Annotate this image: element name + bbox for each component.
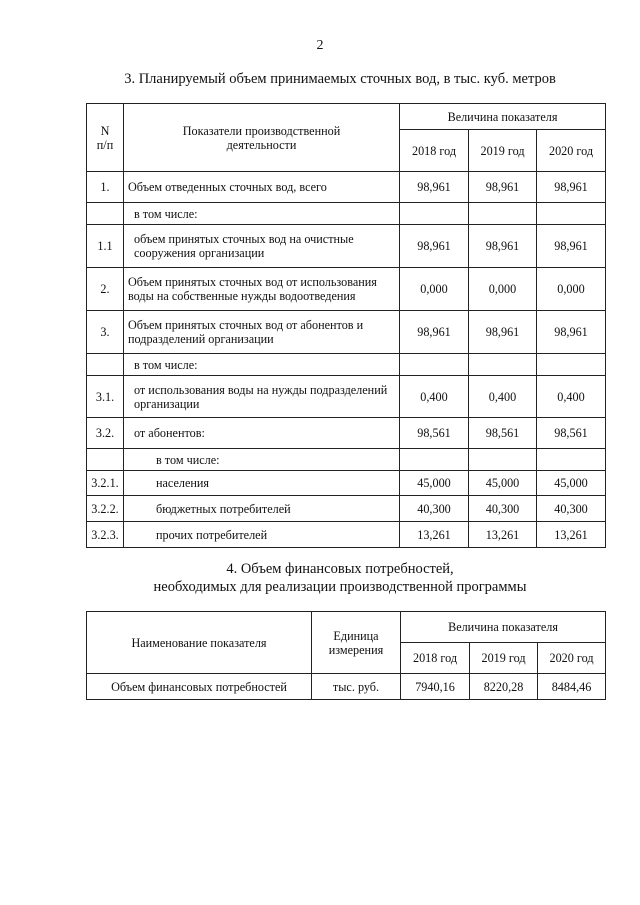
row-num: 3.2.2. [87,496,124,522]
row-num [87,449,124,471]
row-value: 13,261 [537,522,606,548]
row-value: 40,300 [537,496,606,522]
row-value: 0,400 [469,376,537,418]
table-row [87,418,606,449]
header-year: 2018 год [401,643,470,674]
row-value [400,203,469,225]
row-label: прочих потребителей [124,522,400,548]
header-year: 2020 год [538,643,606,674]
row-unit: тыс. руб. [312,674,401,700]
table-row [87,522,606,548]
row-num: 3. [87,311,124,354]
row-label: Объем отведенных сточных вод, всего [124,172,400,203]
row-value: 8220,28 [470,674,538,700]
row-label: Объем финансовых потребностей [87,674,312,700]
row-value: 0,400 [537,376,606,418]
table-row [87,172,606,203]
row-value: 45,000 [400,471,469,496]
row-value: 98,961 [400,172,469,203]
row-value [469,449,537,471]
row-value: 45,000 [537,471,606,496]
wastewater-table [86,103,606,548]
row-value: 0,000 [537,268,606,311]
row-num: 3.2. [87,418,124,449]
row-value [400,449,469,471]
row-value: 7940,16 [401,674,470,700]
header-value-group: Величина показателя [400,104,606,130]
row-num: 2. [87,268,124,311]
header-year: 2019 год [470,643,538,674]
row-value: 98,961 [469,225,537,268]
table-row [87,471,606,496]
row-label: в том числе: [124,203,400,225]
header-name: Наименование показателя [87,612,312,674]
header-year: 2020 год [537,130,606,172]
row-value: 98,961 [537,225,606,268]
row-value: 0,000 [400,268,469,311]
table-row [87,203,606,225]
row-num [87,203,124,225]
header-year: 2019 год [469,130,537,172]
table-row [87,268,606,311]
row-value: 8484,46 [538,674,606,700]
header-year: 2018 год [400,130,469,172]
table-row [87,496,606,522]
row-value: 0,400 [400,376,469,418]
row-value [469,354,537,376]
row-value: 98,961 [400,311,469,354]
header-indicator: Показатели производственной деятельности [124,104,400,172]
table-row [87,225,606,268]
table-row [87,311,606,354]
row-num: 3.2.3. [87,522,124,548]
table-row [87,354,606,376]
row-label: объем принятых сточных вод на очистные сооружения организации [124,225,400,268]
row-num: 1.1 [87,225,124,268]
section-4-title-line1: 4. Объем финансовых потребностей, [226,561,454,577]
row-num: 1. [87,172,124,203]
section-4-title [20,560,640,596]
row-num: 3.1. [87,376,124,418]
row-label: бюджетных потребителей [124,496,400,522]
row-label: населения [124,471,400,496]
page-number: 2 [316,38,324,53]
header-value-group: Величина показателя [401,612,606,643]
row-num: 3.2.1. [87,471,124,496]
row-value [400,354,469,376]
table-row [87,376,606,418]
row-value: 98,561 [469,418,537,449]
header-unit: Единица измерения [312,612,401,674]
row-value: 98,961 [469,172,537,203]
row-value: 0,000 [469,268,537,311]
row-value: 98,961 [537,172,606,203]
row-label: от использования воды на нужды подразделений организации [124,376,400,418]
row-label: Объем принятых сточных вод от абонентов и подразделений организации [124,311,400,354]
row-value: 98,961 [537,311,606,354]
row-value: 40,300 [469,496,537,522]
row-value [469,203,537,225]
table-row [87,674,606,700]
row-value: 98,561 [537,418,606,449]
row-num [87,354,124,376]
row-value: 13,261 [469,522,537,548]
row-label: от абонентов: [124,418,400,449]
row-value: 98,961 [400,225,469,268]
row-value: 40,300 [400,496,469,522]
section-3-title: 3. Планируемый объем принимаемых сточных вод, в тыс. куб. метров [124,71,556,87]
header-num: N п/п [87,104,124,172]
row-value: 45,000 [469,471,537,496]
table-row [87,449,606,471]
row-value [537,449,606,471]
section-4-title-line2: необходимых для реализации производственной программы [153,579,527,595]
row-label: в том числе: [124,354,400,376]
row-label: Объем принятых сточных вод от использования воды на собственные нужды водоотведения [124,268,400,311]
row-value: 13,261 [400,522,469,548]
financial-needs-table [86,611,606,700]
row-value [537,203,606,225]
row-value [537,354,606,376]
row-value: 98,561 [400,418,469,449]
row-value: 98,961 [469,311,537,354]
row-label: в том числе: [124,449,400,471]
